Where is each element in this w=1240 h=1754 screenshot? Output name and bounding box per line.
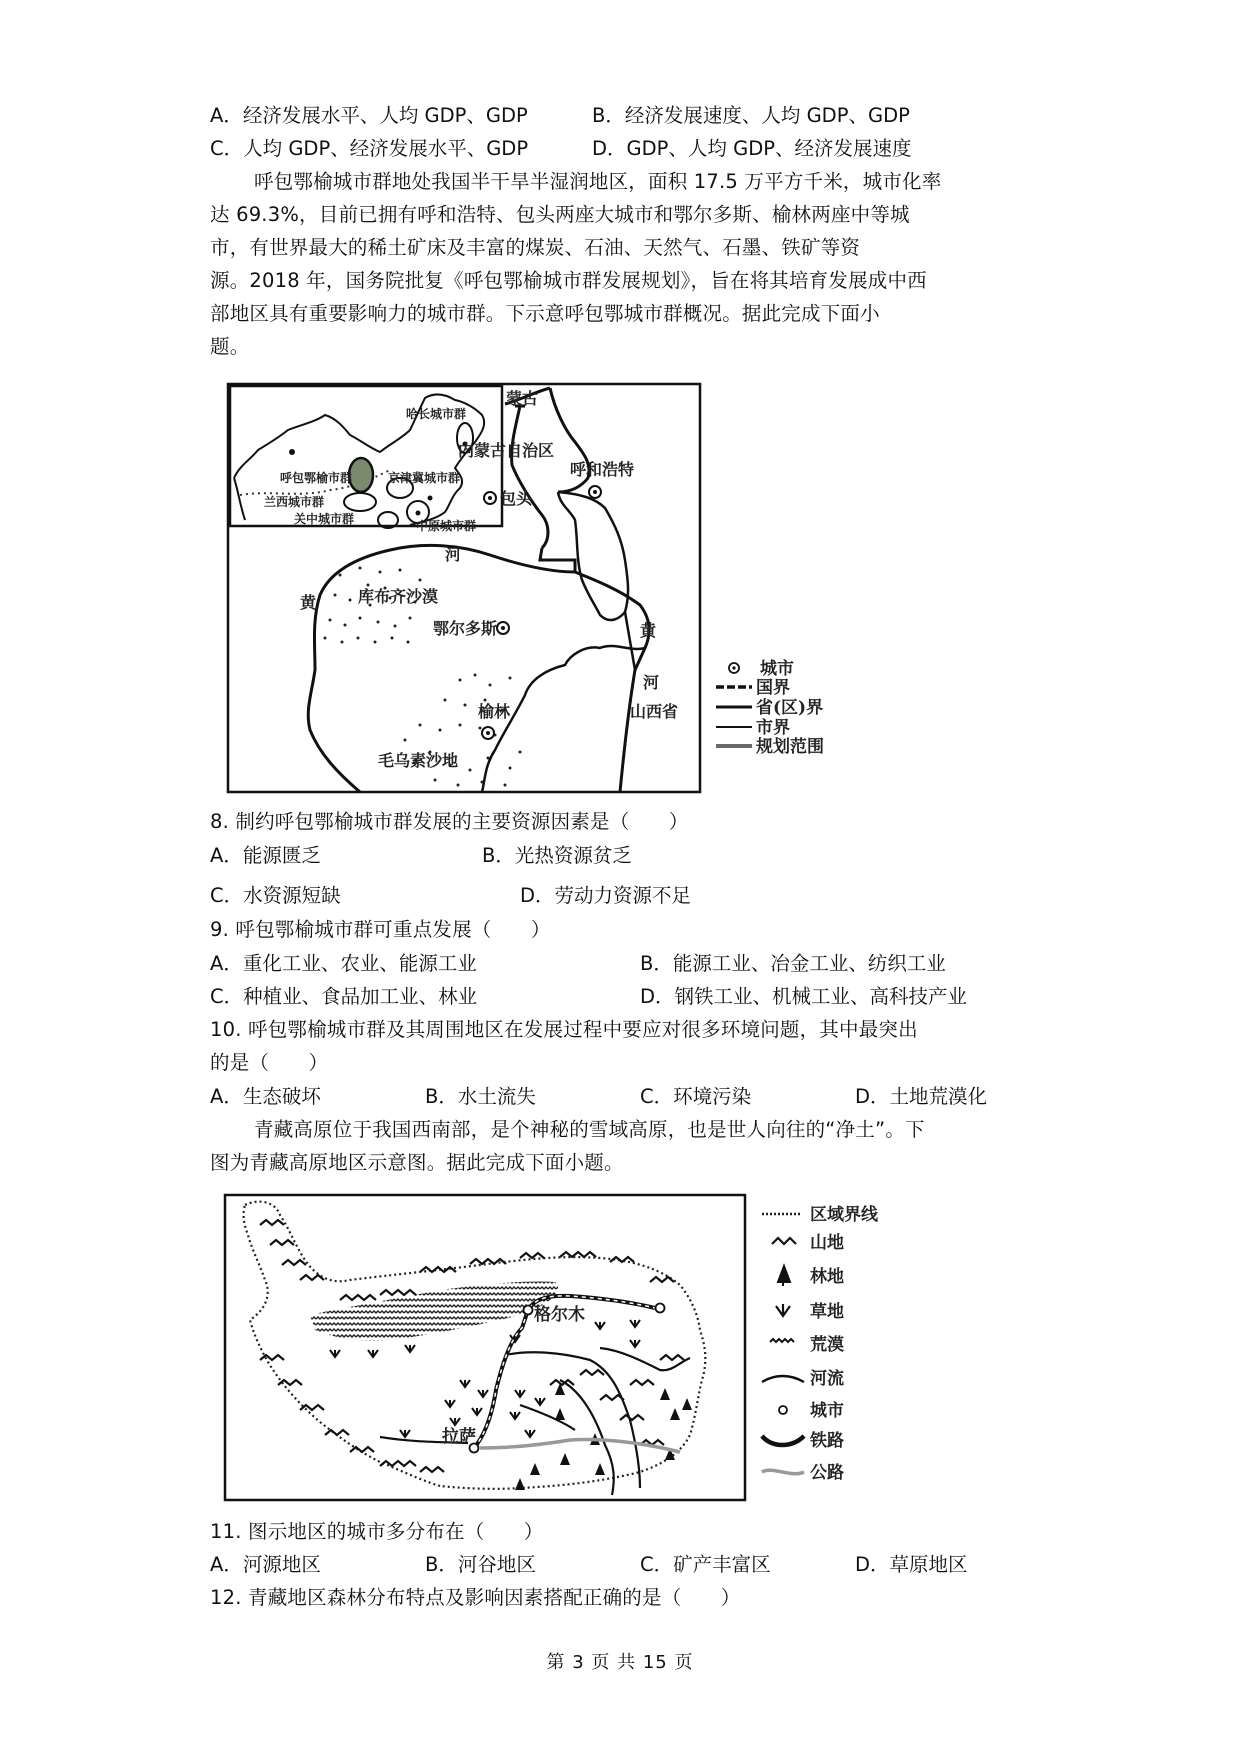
inset-label-lanxi: 兰西城市群 xyxy=(264,495,325,509)
label-muus: 毛乌素沙地 xyxy=(378,751,459,770)
q8-option-b[interactable]: B．光热资源贫乏 xyxy=(482,844,632,867)
label-he-1: 河 xyxy=(445,545,462,564)
legend-grassland-icon xyxy=(776,1304,790,1316)
city-border-hohhot xyxy=(558,492,628,620)
passage-line: 源。2018 年，国务院批复《呼包鄂榆城市群发展规划》，旨在将其培育发展成中西 xyxy=(210,269,927,292)
legend-desert-icon xyxy=(770,1339,794,1342)
label-hohhot: 呼和浩特 xyxy=(570,460,635,479)
passage-line: 呼包鄂榆城市群地处我国半干旱半湿润地区，面积 17.5 万平方千米，城市化率 xyxy=(254,170,942,193)
label-he-2: 河 xyxy=(643,673,660,692)
legend-river-icon xyxy=(762,1376,804,1382)
page-footer: 第 3 页 共 15 页 xyxy=(546,1652,694,1673)
map1-legend xyxy=(716,658,824,757)
prev-option-a: A．经济发展水平、人均 GDP、GDP xyxy=(210,104,528,127)
q8-option-c[interactable]: C．水资源短缺 xyxy=(210,884,341,907)
q8-stem: 8. 制约呼包鄂榆城市群发展的主要资源因素是（ ） xyxy=(210,810,689,833)
legend-city: 城市 xyxy=(760,659,794,679)
forest-symbols xyxy=(515,1383,692,1490)
legend-mountain-icon xyxy=(772,1238,796,1244)
legend-grassland: 草地 xyxy=(810,1302,844,1322)
city-marker-yulin xyxy=(482,727,494,739)
hubaoeyu-map xyxy=(220,380,840,800)
passage-line: 达 69.3%，目前已拥有呼和浩特、包头两座大城市和鄂尔多斯、榆林两座中等城 xyxy=(210,203,910,226)
legend-planning-scope: 规划范围 xyxy=(756,737,824,757)
legend-city-icon xyxy=(729,663,739,673)
legend-desert: 荒漠 xyxy=(810,1335,844,1355)
legend-highway-icon xyxy=(762,1470,804,1473)
q10-option-c[interactable]: C．环境污染 xyxy=(640,1085,752,1108)
hubaoeyu-cluster-marker xyxy=(349,458,373,492)
label-huang-1: 黄 xyxy=(300,593,317,612)
q11-option-a[interactable]: A．河源地区 xyxy=(210,1553,321,1576)
q8-option-a[interactable]: A．能源匮乏 xyxy=(210,844,321,867)
passage-line: 部地区具有重要影响力的城市群。下示意呼包鄂城市群概况。据此完成下面小 xyxy=(210,302,880,325)
q9-option-c[interactable]: C．种植业、食品加工业、林业 xyxy=(210,985,478,1008)
legend-railway: 铁路 xyxy=(810,1431,844,1451)
label-mongolia: 蒙古 xyxy=(506,389,539,408)
inset-label-hubaoeyu: 呼包鄂榆市群 xyxy=(280,471,353,485)
highway xyxy=(480,1440,680,1453)
q11-stem: 11. 图示地区的城市多分布在（ ） xyxy=(210,1520,544,1543)
legend-forest: 林地 xyxy=(810,1267,844,1287)
inset-label-hachang: 哈长城市群 xyxy=(406,407,467,421)
inset-label-guanzhong: 关中城市群 xyxy=(294,512,355,526)
legend-region-boundary: 区域界线 xyxy=(810,1205,878,1225)
prev-option-d: D．GDP、人均 GDP、经济发展速度 xyxy=(592,137,912,160)
prev-option-b: B．经济发展速度、人均 GDP、GDP xyxy=(592,104,910,127)
q8-option-d[interactable]: D．劳动力资源不足 xyxy=(520,884,692,907)
q9-option-b[interactable]: B．能源工业、冶金工业、纺织工业 xyxy=(640,952,946,975)
q10-option-a[interactable]: A．生态破坏 xyxy=(210,1085,321,1108)
label-inner-mongolia: 内蒙古自治区 xyxy=(458,441,555,460)
label-ordos: 鄂尔多斯 xyxy=(433,619,498,638)
passage-line: 题。 xyxy=(210,335,250,358)
map2-legend xyxy=(762,1204,879,1483)
legend-highway: 公路 xyxy=(810,1463,844,1483)
q9-stem: 9. 呼包鄂榆城市群可重点发展（ ） xyxy=(210,918,551,941)
legend-mountain: 山地 xyxy=(810,1233,844,1253)
q11-option-d[interactable]: D．草原地区 xyxy=(855,1553,968,1576)
city-marker-hohhot xyxy=(589,486,601,498)
map-frame xyxy=(225,1195,745,1500)
legend-city-border: 市界 xyxy=(756,718,790,738)
passage-line: 青藏高原位于我国西南部，是个神秘的雪域高原，也是世人向往的“净土”。下 xyxy=(254,1118,925,1141)
legend-railway-icon xyxy=(762,1436,804,1445)
label-kubuqi: 库布齐沙漠 xyxy=(358,587,439,606)
inset-label-zhongyuan: 中原城市群 xyxy=(416,519,477,533)
q11-option-b[interactable]: B．河谷地区 xyxy=(425,1553,536,1576)
label-huang-2: 黄 xyxy=(640,621,657,640)
q11-option-c[interactable]: C．矿产丰富区 xyxy=(640,1553,771,1576)
city-marker-golmud xyxy=(524,1306,533,1315)
province-border-inner-mongolia xyxy=(505,388,550,548)
legend-city-icon xyxy=(779,1406,787,1414)
q10-option-d[interactable]: D．土地荒漠化 xyxy=(855,1085,988,1108)
passage-line: 图为青藏高原地区示意图。据此完成下面小题。 xyxy=(210,1151,624,1174)
city-marker-east xyxy=(656,1304,665,1313)
q12-stem: 12. 青藏地区森林分布特点及影响因素搭配正确的是（ ） xyxy=(210,1586,741,1609)
q10-stem: 10. 呼包鄂榆城市群及其周围地区在发展过程中要应对很多环境问题，其中最突出 xyxy=(210,1018,918,1041)
label-golmud: 格尔木 xyxy=(534,1305,585,1325)
prev-option-c: C．人均 GDP、经济发展水平、GDP xyxy=(210,137,529,160)
qinghai-tibet-map xyxy=(220,1190,940,1510)
q9-option-a[interactable]: A．重化工业、农业、能源工业 xyxy=(210,952,477,975)
q10-option-b[interactable]: B．水土流失 xyxy=(425,1085,536,1108)
label-lhasa: 拉萨 xyxy=(442,1427,476,1447)
legend-forest-icon xyxy=(778,1266,790,1286)
legend-national-border: 国界 xyxy=(756,678,790,698)
q9-option-d[interactable]: D．钢铁工业、机械工业、高科技产业 xyxy=(640,985,968,1008)
label-shanxi: 山西省 xyxy=(630,702,679,721)
passage-line: 市，有世界最大的稀土矿床及丰富的煤炭、石油、天然气、石墨、铁矿等资 xyxy=(210,236,861,259)
legend-province-border: 省(区)界 xyxy=(756,698,824,718)
label-yulin: 榆林 xyxy=(478,702,511,721)
legend-city: 城市 xyxy=(810,1401,844,1421)
label-baotou: 包头 xyxy=(500,489,533,508)
q10-stem-cont: 的是（ ） xyxy=(210,1051,329,1074)
city-marker-ordos xyxy=(497,622,509,634)
inset-label-jingjinji: 京津冀城市群 xyxy=(388,471,461,485)
legend-river: 河流 xyxy=(810,1369,844,1389)
